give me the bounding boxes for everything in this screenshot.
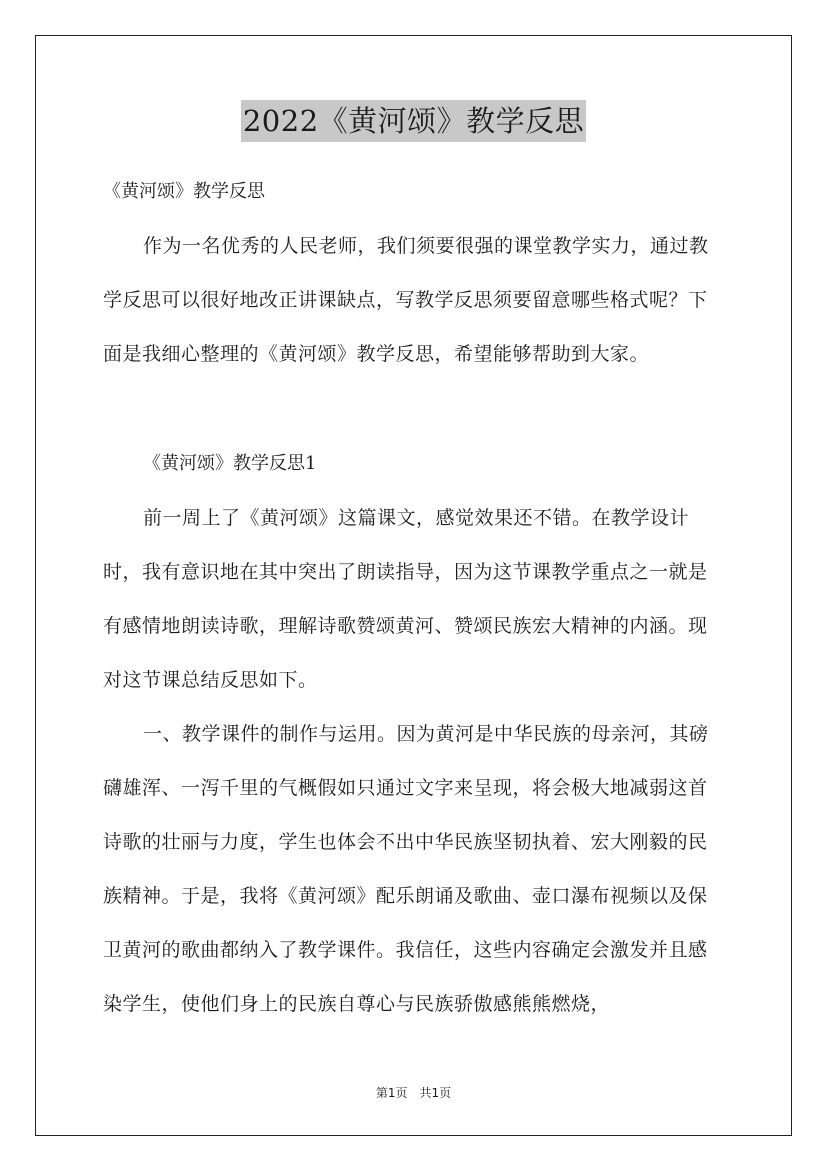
page-footer: 第1页 共1页 (375, 1086, 452, 1100)
document-title: 2022《黄河颂》教学反思 (241, 100, 586, 142)
document-subtitle: 《黄河颂》教学反思 (103, 181, 265, 202)
section-heading: 《黄河颂》教学反思1 (143, 453, 317, 474)
intro-paragraph: 作为一名优秀的人民老师，我们须要很强的课堂教学实力，通过教学反思可以很好地改正讲课缺点，写教学反思须要留意哪些格式呢？下面是我细心整理的《黄河颂》教学反思，希望能够帮助到大家。 (103, 235, 709, 365)
title-area (0, 100, 827, 142)
body-paragraph-2: 一、教学课件的制作与运用。因为黄河是中华民族的母亲河，其磅礴雄浑、一泻千里的气概假如只通过文字来呈现，将会极大地减弱这首诗歌的壮丽与力度，学生也体会不出中华民族坚韧执着、宏大刚毅的民族精神。于是，我将《黄河颂》配乐朗诵及歌曲、壶口瀑布视频以及保卫黄河的歌曲都纳入了教学课件。我信任，这些内容确定会激发并且感染学生，使他们身上的民族自尊心与民族骄傲感熊熊燃烧， (103, 723, 709, 1015)
body-paragraph-1: 前一周上了《黄河颂》这篇课文，感觉效果还不错。在教学设计时，我有意识地在其中突出了朗读指导，因为这节课教学重点之一就是有感情地朗读诗歌，理解诗歌赞颂黄河、赞颂民族宏大精神的内涵。现对这节课总结反思如下。 (103, 507, 708, 691)
